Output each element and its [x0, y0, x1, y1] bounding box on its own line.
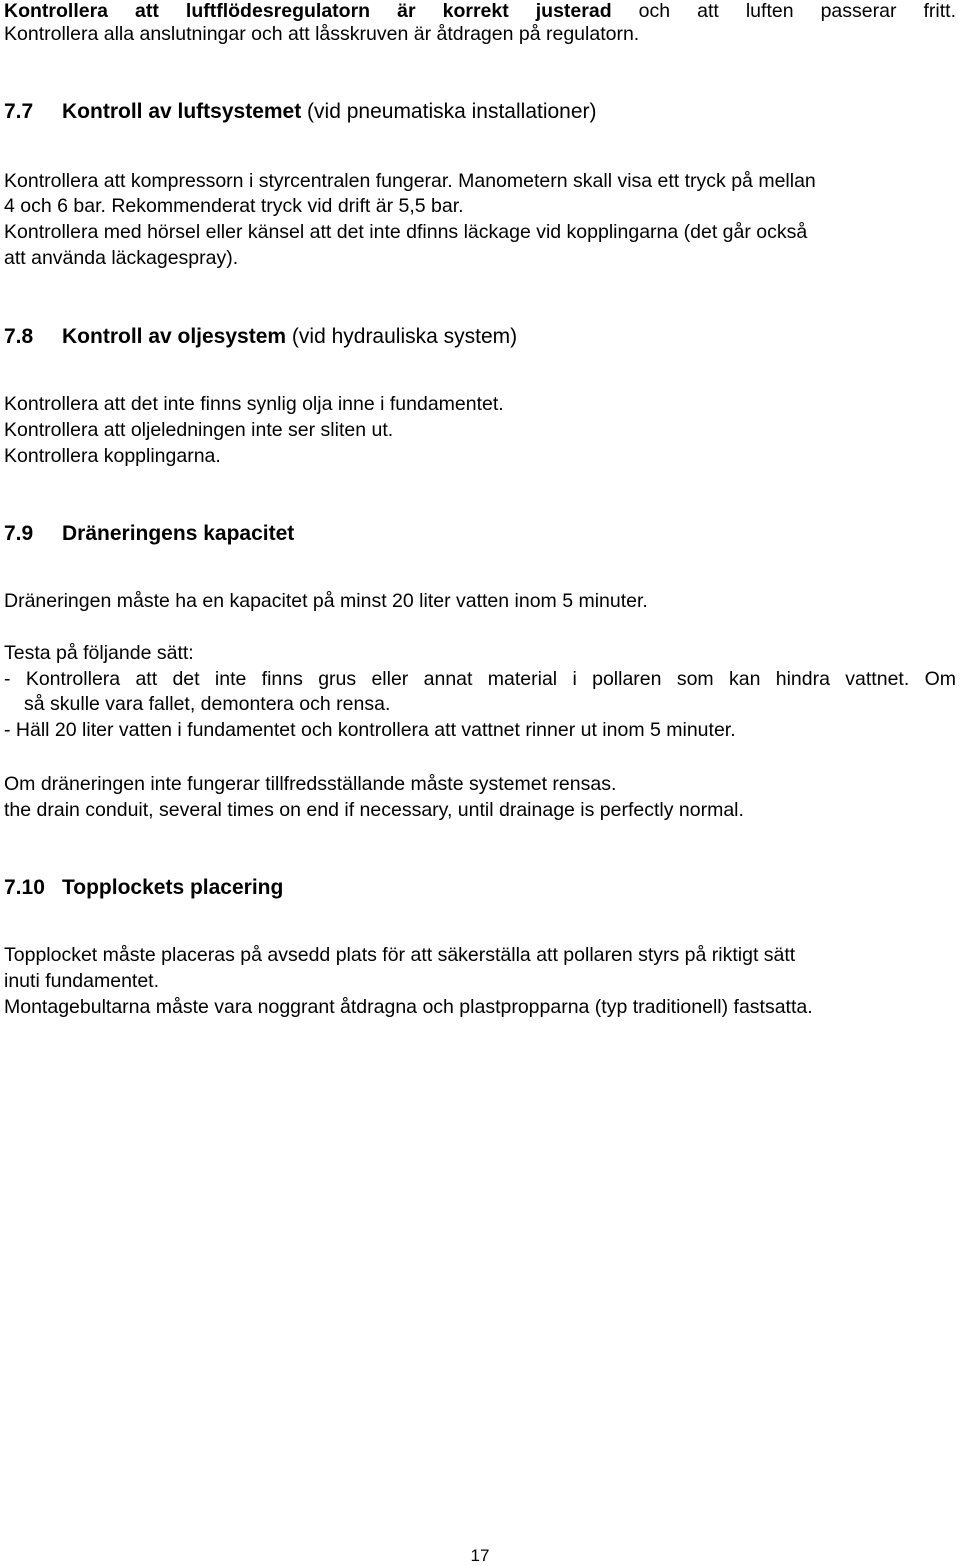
paragraph-line: Kontrollera kopplingarna.: [4, 445, 221, 467]
intro-bold-text: Kontrollera att luftflödesregulatorn är korrekt justerad: [4, 0, 612, 22]
section-number: 7.10: [4, 876, 45, 899]
section-title: Kontroll av oljesystem: [62, 325, 287, 348]
paragraph-line: inuti fundamentet.: [4, 970, 160, 992]
paragraph-line: Kontrollera med hörsel eller känsel att det inte dfinns läckage vid kopplingarna (det går också: [4, 221, 808, 243]
page-number: 17: [470, 1546, 490, 1565]
paragraph-line: Kontrollera att kompressorn i styrcentralen fungerar. Manometern skall visa ett tryck på mellan: [4, 170, 816, 192]
section-number: 7.8: [4, 325, 34, 348]
section-title: Dräneringens kapacitet: [62, 522, 295, 545]
list-item-continuation: så skulle vara fallet, demontera och rensa.: [24, 693, 391, 715]
paragraph-line: Dräneringen måste ha en kapacitet på minst 20 liter vatten inom 5 minuter.: [4, 590, 648, 612]
paragraph-line: att använda läckagespray).: [4, 247, 239, 269]
paragraph-line: Kontrollera att det inte finns synlig olja inne i fundamentet.: [4, 393, 504, 415]
section-7-7-heading: [4, 99, 597, 125]
paragraph-line: Om dräneringen inte fungerar tillfredsställande måste systemet rensas.: [4, 773, 617, 795]
paragraph-line: the drain conduit, several times on end if necessary, until drainage is perfectly normal.: [4, 799, 744, 821]
section-subtitle: (vid pneumatiska installationer): [301, 100, 597, 123]
section-number: 7.9: [4, 522, 34, 545]
section-subtitle: (vid hydrauliska system): [286, 325, 518, 348]
section-title: Kontroll av luftsystemet: [62, 100, 302, 123]
intro-rest-text: och att luften passerar fritt.: [611, 0, 956, 22]
paragraph-line: Topplocket måste placeras på avsedd plats för att säkerställa att pollaren styrs på riktigt sätt: [4, 944, 796, 966]
paragraph-line: Montagebultarna måste vara noggrant åtdragna och plastpropparna (typ traditionell) fastsatta.: [4, 996, 813, 1018]
section-number: 7.7: [4, 100, 34, 123]
section-7-10-heading: [4, 875, 283, 901]
section-title: Topplockets placering: [62, 876, 284, 899]
section-7-9-heading: [4, 521, 294, 547]
intro-line-2: Kontrollera alla anslutningar och att låsskruven är åtdragen på regulatorn.: [4, 23, 640, 45]
paragraph-line: Testa på följande sätt:: [4, 642, 194, 664]
list-item: - Häll 20 liter vatten i fundamentet och kontrollera att vattnet rinner ut inom 5 minuter.: [4, 719, 736, 741]
paragraph-line: Kontrollera att oljeledningen inte ser sliten ut.: [4, 419, 394, 441]
intro-line-1: [4, 0, 956, 23]
paragraph-line: 4 och 6 bar. Rekommenderat tryck vid drift är 5,5 bar.: [4, 195, 464, 217]
section-7-8-heading: [4, 324, 517, 350]
list-item: - Kontrollera att det inte finns grus eller annat material i pollaren som kan hindra vattnet. Om: [4, 668, 956, 690]
